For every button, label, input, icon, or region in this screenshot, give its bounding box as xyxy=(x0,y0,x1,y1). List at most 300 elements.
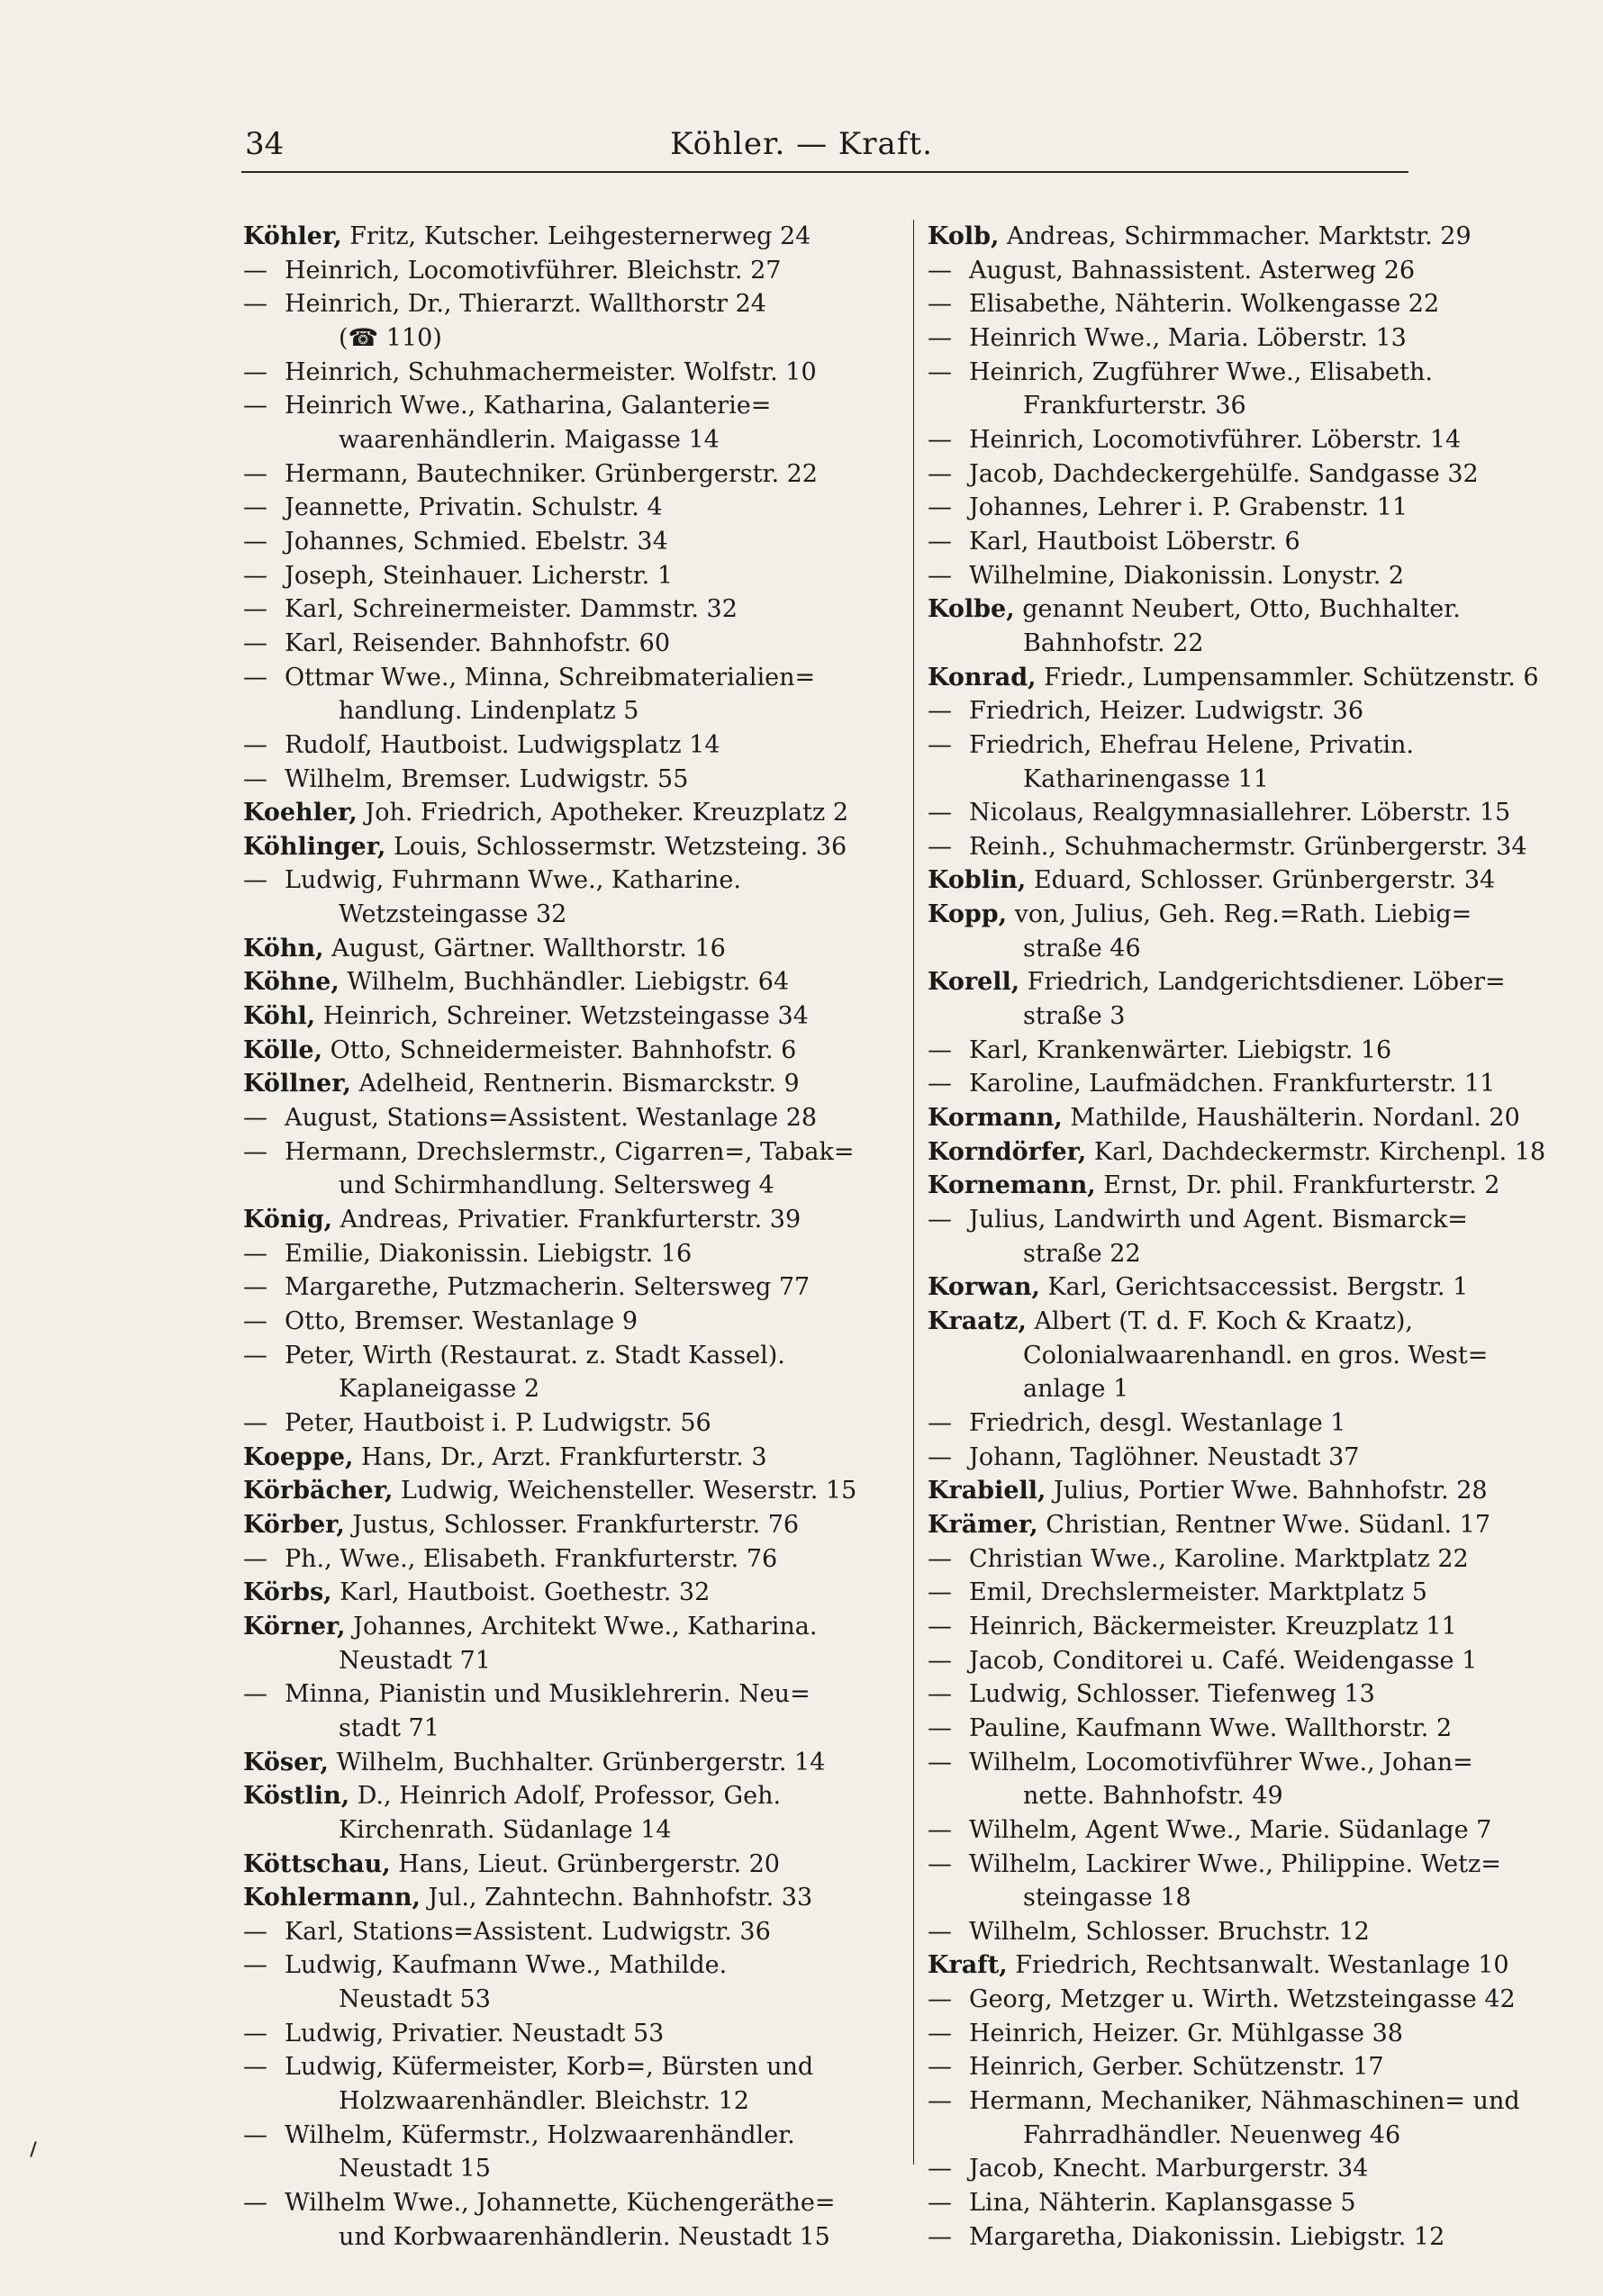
surname: Konrad, xyxy=(928,663,1037,692)
entry-text: Ludwig, Küfermeister, Korb=, Bürsten und xyxy=(285,2053,814,2082)
entry-text: Wilhelm, Lackirer Wwe., Philippine. Wetz= xyxy=(969,1849,1501,1878)
directory-entry-head xyxy=(928,1169,1558,1203)
directory-entry-head xyxy=(243,220,874,254)
entry-text: Jacob, Conditorei u. Café. Weidengasse 1 xyxy=(969,1646,1478,1675)
surname: Köhne, xyxy=(243,968,340,997)
ditto-dash: — xyxy=(928,1713,952,1742)
directory-entry xyxy=(928,1915,1558,1949)
surname: Kolbe, xyxy=(928,595,1015,624)
directory-entry-head xyxy=(928,1101,1558,1135)
surname: Koehler, xyxy=(243,799,358,827)
directory-entry xyxy=(928,2050,1558,2084)
entry-text: Wilhelm, Buchhändler. Liebigstr. 64 xyxy=(339,968,790,997)
surname: Koblin, xyxy=(928,866,1027,895)
directory-entry xyxy=(928,559,1558,593)
directory-entry-continuation xyxy=(928,627,1558,661)
ditto-dash: — xyxy=(243,2053,267,2082)
directory-entry xyxy=(243,1915,874,1949)
ditto-dash: — xyxy=(243,527,267,556)
ditto-dash: — xyxy=(243,2120,267,2149)
ditto-dash: — xyxy=(928,527,952,556)
ditto-dash: — xyxy=(928,256,952,285)
directory-entry xyxy=(928,1712,1558,1746)
ditto-dash: — xyxy=(243,493,267,522)
directory-entry xyxy=(243,627,874,661)
entry-text: Wilhelmine, Diakonissin. Lonystr. 2 xyxy=(969,561,1405,590)
entry-text: Wilhelm, Buchhalter. Grünbergerstr. 14 xyxy=(328,1748,826,1776)
entry-text: anlage 1 xyxy=(1023,1375,1129,1404)
directory-entry-continuation xyxy=(243,321,874,356)
entry-text: Andreas, Privatier. Frankfurterstr. 39 xyxy=(332,1206,802,1234)
entry-text: Hans, Dr., Arzt. Frankfurterstr. 3 xyxy=(353,1442,767,1471)
directory-entry xyxy=(243,559,874,593)
directory-entry xyxy=(928,356,1558,390)
directory-entry-continuation xyxy=(243,2220,874,2255)
directory-entry xyxy=(928,2017,1558,2051)
entry-text: Ph., Wwe., Elisabeth. Frankfurterstr. 76 xyxy=(285,1544,778,1573)
surname: Kolb, xyxy=(928,222,1000,250)
surname: Köhl, xyxy=(243,1002,316,1031)
directory-entry xyxy=(243,1677,874,1712)
entry-text: Andreas, Schirmmacher. Marktstr. 29 xyxy=(999,222,1472,250)
entry-text: Friedrich, Heizer. Ludwigstr. 36 xyxy=(969,697,1364,726)
ditto-dash: — xyxy=(243,663,267,692)
entry-text: Johannes, Lehrer i. P. Grabenstr. 11 xyxy=(969,493,1408,522)
left-column xyxy=(243,220,874,2254)
surname: Köhn, xyxy=(243,934,324,963)
directory-entry-continuation xyxy=(928,1339,1558,1373)
directory-entry-head xyxy=(243,1508,874,1542)
entry-text: Katharinengasse 11 xyxy=(1023,764,1269,793)
entry-text: straße 3 xyxy=(1023,1002,1126,1031)
ditto-dash: — xyxy=(928,2087,952,2116)
ditto-dash: — xyxy=(928,493,952,522)
margin-mark xyxy=(30,2141,36,2157)
directory-entry-head xyxy=(243,1881,874,1915)
entry-text: Mathilde, Haushälterin. Nordanl. 20 xyxy=(1062,1104,1520,1133)
entry-text: steingasse 18 xyxy=(1023,1884,1191,1912)
directory-entry xyxy=(243,1542,874,1577)
entry-text: stadt 71 xyxy=(339,1713,439,1742)
ditto-dash: — xyxy=(243,2019,267,2047)
column-divider xyxy=(913,220,914,2165)
entry-text: Holzwaarenhändler. Bleichstr. 12 xyxy=(339,2087,749,2116)
directory-entry xyxy=(928,423,1558,457)
directory-entry-head xyxy=(243,796,874,830)
entry-text: Emil, Drechslermeister. Marktplatz 5 xyxy=(969,1578,1427,1607)
directory-entry xyxy=(928,1746,1558,1780)
directory-entry xyxy=(928,1610,1558,1644)
directory-entry-head xyxy=(928,592,1558,627)
surname: Kraft, xyxy=(928,1951,1008,1980)
directory-entry-head xyxy=(928,1305,1558,1339)
directory-entry xyxy=(928,321,1558,356)
entry-text: Karl, Stations=Assistent. Ludwigstr. 36 xyxy=(285,1917,771,1946)
directory-entry-head xyxy=(243,1779,874,1813)
entry-text: von, Julius, Geh. Reg.=Rath. Liebig= xyxy=(1007,900,1472,929)
entry-text: Karl, Dachdeckermstr. Kirchenpl. 18 xyxy=(1086,1137,1546,1166)
directory-entry xyxy=(243,356,874,390)
directory-entry xyxy=(243,1305,874,1339)
entry-text: Friedrich, Rechtsanwalt. Westanlage 10 xyxy=(1007,1951,1509,1980)
entry-text: Heinrich, Gerber. Schützenstr. 17 xyxy=(969,2053,1384,2082)
entry-text: und Korbwaarenhändlerin. Neustadt 15 xyxy=(339,2222,830,2251)
directory-entry-continuation xyxy=(928,389,1558,423)
entry-text: Emilie, Diakonissin. Liebigstr. 16 xyxy=(285,1239,693,1268)
entry-text: Wilhelm Wwe., Johannette, Küchengeräthe= xyxy=(285,2189,836,2218)
directory-entry-continuation xyxy=(928,763,1558,797)
ditto-dash: — xyxy=(928,1035,952,1064)
entry-text: Karl, Hautboist Löberstr. 6 xyxy=(969,527,1300,556)
entry-text: Ludwig, Kaufmann Wwe., Mathilde. xyxy=(285,1951,728,1980)
directory-entry xyxy=(928,2084,1558,2119)
ditto-dash: — xyxy=(243,1951,267,1980)
directory-entry-head xyxy=(243,1441,874,1475)
surname: Köllner, xyxy=(243,1070,351,1098)
directory-entry xyxy=(928,1441,1558,1475)
ditto-dash: — xyxy=(243,290,267,319)
entry-text: Jacob, Knecht. Marburgerstr. 34 xyxy=(969,2155,1369,2183)
ditto-dash: — xyxy=(928,290,952,319)
directory-entry xyxy=(928,796,1558,830)
directory-entry-head xyxy=(243,1746,874,1780)
directory-entry-head xyxy=(243,1474,874,1508)
entry-text: Jacob, Dachdeckergehülfe. Sandgasse 32 xyxy=(969,459,1479,488)
directory-entry xyxy=(243,2119,874,2153)
directory-entry-head xyxy=(243,1067,874,1101)
entry-text: Colonialwaarenhandl. en gros. West= xyxy=(1023,1341,1489,1369)
directory-entry-head xyxy=(928,965,1558,999)
entry-text: Hans, Lieut. Grünbergerstr. 20 xyxy=(390,1849,780,1878)
directory-entry xyxy=(928,1813,1558,1848)
directory-entry-head xyxy=(928,1270,1558,1305)
entry-text: Justus, Schlosser. Frankfurterstr. 76 xyxy=(344,1510,800,1539)
ditto-dash: — xyxy=(243,459,267,488)
directory-entry xyxy=(928,1576,1558,1610)
directory-entry-continuation xyxy=(928,1881,1558,1915)
directory-entry xyxy=(928,1067,1558,1101)
entry-text: Heinrich, Schuhmachermeister. Wolfstr. 10 xyxy=(285,357,817,386)
entry-text: Otto, Bremser. Westanlage 9 xyxy=(285,1307,638,1335)
surname: Kopp, xyxy=(928,900,1008,929)
ditto-dash: — xyxy=(928,799,952,827)
directory-entry xyxy=(928,1542,1558,1577)
entry-text: straße 46 xyxy=(1023,934,1141,963)
entry-text: Albert (T. d. F. Koch & Kraatz), xyxy=(1026,1307,1413,1335)
directory-entry-continuation xyxy=(243,898,874,932)
surname: Köhler, xyxy=(243,222,342,250)
directory-entry-continuation xyxy=(243,1372,874,1406)
directory-entry-continuation xyxy=(243,694,874,728)
entry-text: Otto, Schneidermeister. Bahnhofstr. 6 xyxy=(322,1035,797,1064)
ditto-dash: — xyxy=(243,392,267,420)
surname: Kohlermann, xyxy=(243,1884,421,1912)
surname: Körner, xyxy=(243,1612,346,1641)
entry-text: Pauline, Kaufmann Wwe. Wallthorstr. 2 xyxy=(969,1713,1453,1742)
entry-text: Ludwig, Schlosser. Tiefenweg 13 xyxy=(969,1680,1375,1709)
directory-entry xyxy=(928,1406,1558,1441)
directory-entry-head xyxy=(928,1474,1558,1508)
entry-text: Karl, Krankenwärter. Liebigstr. 16 xyxy=(969,1035,1392,1064)
ditto-dash: — xyxy=(243,1239,267,1268)
ditto-dash: — xyxy=(243,561,267,590)
directory-entry xyxy=(928,1677,1558,1712)
ditto-dash: — xyxy=(928,1680,952,1709)
surname: Korwan, xyxy=(928,1273,1040,1302)
entry-text: Ludwig, Fuhrmann Wwe., Katharine. xyxy=(285,866,741,895)
entry-text: Karl, Gerichtsaccessist. Bergstr. 1 xyxy=(1039,1273,1469,1302)
surname: Korell, xyxy=(928,968,1020,997)
entry-text: Friedrich, Ehefrau Helene, Privatin. xyxy=(969,730,1414,759)
directory-entry xyxy=(243,1406,874,1441)
ditto-dash: — xyxy=(928,1578,952,1607)
directory-entry xyxy=(928,457,1558,492)
ditto-dash: — xyxy=(928,1070,952,1098)
entry-text: Nicolaus, Realgymnasiallehrer. Löberstr. 15 xyxy=(969,799,1511,827)
ditto-dash: — xyxy=(928,1442,952,1471)
entry-text: Karl, Reisender. Bahnhofstr. 60 xyxy=(285,628,671,657)
ditto-dash: — xyxy=(928,2155,952,2183)
ditto-dash: — xyxy=(243,1408,267,1437)
ditto-dash: — xyxy=(243,357,267,386)
entry-text: straße 22 xyxy=(1023,1239,1141,1268)
entry-text: Johannes, Schmied. Ebelstr. 34 xyxy=(285,527,668,556)
entry-text: Heinrich, Bäckermeister. Kreuzplatz 11 xyxy=(969,1612,1457,1641)
surname: Körber, xyxy=(243,1510,345,1539)
directory-entry xyxy=(243,1101,874,1135)
entry-text: handlung. Lindenplatz 5 xyxy=(339,697,639,726)
directory-entry-continuation xyxy=(243,2084,874,2119)
directory-entry-head xyxy=(928,1135,1558,1170)
surname: Koeppe, xyxy=(243,1442,354,1471)
surname: Köstlin, xyxy=(243,1782,350,1811)
entry-text: Heinrich Wwe., Maria. Löberstr. 13 xyxy=(969,323,1407,352)
directory-entry xyxy=(243,1237,874,1271)
directory-entry-head xyxy=(243,1848,874,1882)
entry-text: Karl, Schreinermeister. Dammstr. 32 xyxy=(285,595,738,624)
entry-text: Christian Wwe., Karoline. Marktplatz 22 xyxy=(969,1544,1469,1573)
page-number: 34 xyxy=(245,126,285,162)
entry-text: Georg, Metzger u. Wirth. Wetzsteingasse 42 xyxy=(969,1985,1516,2014)
directory-entry xyxy=(928,694,1558,728)
entry-text: Karl, Hautboist. Goethestr. 32 xyxy=(331,1578,711,1607)
entry-text: Jeannette, Privatin. Schulstr. 4 xyxy=(285,493,663,522)
ditto-dash: — xyxy=(928,1206,952,1234)
entry-text: genannt Neubert, Otto, Buchhalter. xyxy=(1014,595,1461,624)
directory-entry xyxy=(243,1135,874,1170)
entry-text: Friedr., Lumpensammler. Schützenstr. 6 xyxy=(1036,663,1539,692)
entry-text: Ludwig, Privatier. Neustadt 53 xyxy=(285,2019,665,2047)
entry-text: August, Gärtner. Wallthorstr. 16 xyxy=(323,934,726,963)
ditto-dash: — xyxy=(928,323,952,352)
directory-entry xyxy=(928,2220,1558,2255)
entry-text: (☎ 110) xyxy=(339,323,442,352)
header-rule xyxy=(241,171,1408,173)
directory-entry-head xyxy=(243,1576,874,1610)
surname: Köttschau, xyxy=(243,1849,391,1878)
ditto-dash: — xyxy=(928,357,952,386)
directory-entry xyxy=(243,254,874,288)
directory-entry xyxy=(243,661,874,695)
entry-text: Johannes, Architekt Wwe., Katharina. xyxy=(345,1612,818,1641)
surname: Korndörfer, xyxy=(928,1137,1087,1166)
ditto-dash: — xyxy=(928,425,952,454)
entry-text: Fahrradhändler. Neuenweg 46 xyxy=(1023,2120,1401,2149)
entry-text: Joseph, Steinhauer. Licherstr. 1 xyxy=(285,561,674,590)
entry-text: Wetzsteingasse 32 xyxy=(339,900,567,929)
entry-text: Heinrich, Heizer. Gr. Mühlgasse 38 xyxy=(969,2019,1403,2047)
entry-text: August, Bahnassistent. Asterweg 26 xyxy=(969,256,1416,285)
directory-entry xyxy=(243,2050,874,2084)
ditto-dash: — xyxy=(928,697,952,726)
entry-text: Heinrich, Dr., Thierarzt. Wallthorstr 24 xyxy=(285,290,766,319)
entry-text: Heinrich, Locomotivführer. Bleichstr. 27 xyxy=(285,256,782,285)
directory-entry-head xyxy=(243,932,874,966)
entry-text: Hermann, Drechslermstr., Cigarren=, Tabak= xyxy=(285,1137,855,1166)
directory-entry xyxy=(243,1270,874,1305)
directory-entry-continuation xyxy=(243,1813,874,1848)
directory-entry-head xyxy=(243,830,874,864)
entry-text: Jul., Zahntechn. Bahnhofstr. 33 xyxy=(420,1884,813,1912)
directory-entry xyxy=(928,2152,1558,2186)
directory-entry xyxy=(243,1948,874,1983)
entry-text: August, Stations=Assistent. Westanlage 28 xyxy=(285,1104,818,1133)
directory-entry xyxy=(928,1203,1558,1237)
directory-entry xyxy=(243,863,874,898)
ditto-dash: — xyxy=(928,1544,952,1573)
ditto-dash: — xyxy=(928,1917,952,1946)
entry-text: Wilhelm, Schlosser. Bruchstr. 12 xyxy=(969,1917,1370,1946)
entry-text: Heinrich, Zugführer Wwe., Elisabeth. xyxy=(969,357,1433,386)
ditto-dash: — xyxy=(928,1815,952,1844)
entry-text: Frankfurterstr. 36 xyxy=(1023,392,1246,420)
ditto-dash: — xyxy=(243,1544,267,1573)
surname: Körbs, xyxy=(243,1578,332,1607)
entry-text: Wilhelm, Locomotivführer Wwe., Johan= xyxy=(969,1748,1473,1776)
entry-text: Louis, Schlossermstr. Wetzsteing. 36 xyxy=(385,832,847,861)
directory-entry xyxy=(243,1339,874,1373)
directory-entry-head xyxy=(928,661,1558,695)
ditto-dash: — xyxy=(243,1341,267,1369)
ditto-dash: — xyxy=(243,628,267,657)
entry-text: Kirchenrath. Südanlage 14 xyxy=(339,1815,672,1844)
surname: Kormann, xyxy=(928,1104,1063,1133)
entry-text: Heinrich, Locomotivführer. Löberstr. 14 xyxy=(969,425,1462,454)
entry-text: waarenhändlerin. Maigasse 14 xyxy=(339,425,720,454)
entry-text: Ottmar Wwe., Minna, Schreibmaterialien= xyxy=(285,663,816,692)
entry-text: und Schirmhandlung. Seltersweg 4 xyxy=(339,1171,774,1200)
entry-text: Hermann, Mechaniker, Nähmaschinen= und xyxy=(969,2087,1520,2116)
entry-text: Adelheid, Rentnerin. Bismarckstr. 9 xyxy=(350,1070,800,1098)
surname: Körbächer, xyxy=(243,1477,394,1505)
entry-text: Christian, Rentner Wwe. Südanl. 17 xyxy=(1037,1510,1490,1539)
ditto-dash: — xyxy=(928,1646,952,1675)
ditto-dash: — xyxy=(243,1104,267,1133)
entry-text: Hermann, Bautechniker. Grünbergerstr. 22 xyxy=(285,459,818,488)
ditto-dash: — xyxy=(243,595,267,624)
directory-entry xyxy=(928,254,1558,288)
directory-entry xyxy=(243,491,874,525)
directory-entry xyxy=(243,763,874,797)
directory-entry-head xyxy=(243,1203,874,1237)
ditto-dash: — xyxy=(928,1408,952,1437)
ditto-dash: — xyxy=(243,1680,267,1709)
directory-entry-head xyxy=(243,1610,874,1644)
directory-entry xyxy=(928,728,1558,763)
entry-text: Rudolf, Hautboist. Ludwigsplatz 14 xyxy=(285,730,720,759)
entry-text: Heinrich Wwe., Katharina, Galanterie= xyxy=(285,392,772,420)
entry-text: Margarethe, Putzmacherin. Seltersweg 77 xyxy=(285,1273,811,1302)
ditto-dash: — xyxy=(928,459,952,488)
entry-text: Karoline, Laufmädchen. Frankfurterstr. 11 xyxy=(969,1070,1496,1098)
directory-entry xyxy=(928,491,1558,525)
directory-entry xyxy=(928,1983,1558,2017)
entry-text: Neustadt 15 xyxy=(339,2155,491,2183)
ditto-dash: — xyxy=(928,2053,952,2082)
entry-text: Bahnhofstr. 22 xyxy=(1023,628,1204,657)
ditto-dash: — xyxy=(243,764,267,793)
ditto-dash: — xyxy=(243,2189,267,2218)
ditto-dash: — xyxy=(928,1849,952,1878)
entry-text: D., Heinrich Adolf, Professor, Geh. xyxy=(349,1782,782,1811)
ditto-dash: — xyxy=(928,2222,952,2251)
entry-text: Margaretha, Diakonissin. Liebigstr. 12 xyxy=(969,2222,1445,2251)
surname: Krabiell, xyxy=(928,1477,1046,1505)
ditto-dash: — xyxy=(243,256,267,285)
directory-entry-head xyxy=(928,898,1558,932)
entry-text: Heinrich, Schreiner. Wetzsteingasse 34 xyxy=(315,1002,809,1031)
ditto-dash: — xyxy=(243,730,267,759)
ditto-dash: — xyxy=(243,1137,267,1166)
directory-entry xyxy=(243,389,874,423)
directory-entry-continuation xyxy=(928,1779,1558,1813)
directory-entry-continuation xyxy=(243,423,874,457)
ditto-dash: — xyxy=(243,866,267,895)
directory-entry-head xyxy=(928,220,1558,254)
ditto-dash: — xyxy=(928,1985,952,2014)
surname: König, xyxy=(243,1206,333,1234)
directory-entry-continuation xyxy=(928,932,1558,966)
entry-text: Friedrich, Landgerichtsdiener. Löber= xyxy=(1019,968,1506,997)
entry-text: Neustadt 53 xyxy=(339,1985,491,2014)
directory-entry xyxy=(243,287,874,321)
directory-entry-continuation xyxy=(243,1169,874,1203)
directory-entry-head xyxy=(243,965,874,999)
ditto-dash: — xyxy=(243,1307,267,1335)
directory-entry xyxy=(928,2186,1558,2220)
ditto-dash: — xyxy=(928,730,952,759)
entry-text: Reinh., Schuhmachermstr. Grünbergerstr. 34 xyxy=(969,832,1527,861)
right-column xyxy=(928,220,1558,2254)
entry-text: Kaplaneigasse 2 xyxy=(339,1375,540,1404)
entry-text: Johann, Taglöhner. Neustadt 37 xyxy=(969,1442,1360,1471)
directory-entry xyxy=(243,592,874,627)
directory-entry-continuation xyxy=(243,1712,874,1746)
entry-text: nette. Bahnhofstr. 49 xyxy=(1023,1782,1283,1811)
directory-entry xyxy=(928,1644,1558,1678)
surname: Kraatz, xyxy=(928,1307,1027,1335)
surname: Köser, xyxy=(243,1748,329,1776)
directory-entry xyxy=(243,2017,874,2051)
entry-text: Wilhelm, Küfermstr., Holzwaarenhändler. xyxy=(285,2120,795,2149)
directory-entry xyxy=(928,1034,1558,1068)
entry-text: Neustadt 71 xyxy=(339,1646,491,1675)
ditto-dash: — xyxy=(928,561,952,590)
ditto-dash: — xyxy=(928,2019,952,2047)
ditto-dash: — xyxy=(928,1748,952,1776)
entry-text: Elisabethe, Nähterin. Wolkengasse 22 xyxy=(969,290,1440,319)
directory-entry-continuation xyxy=(928,2119,1558,2153)
